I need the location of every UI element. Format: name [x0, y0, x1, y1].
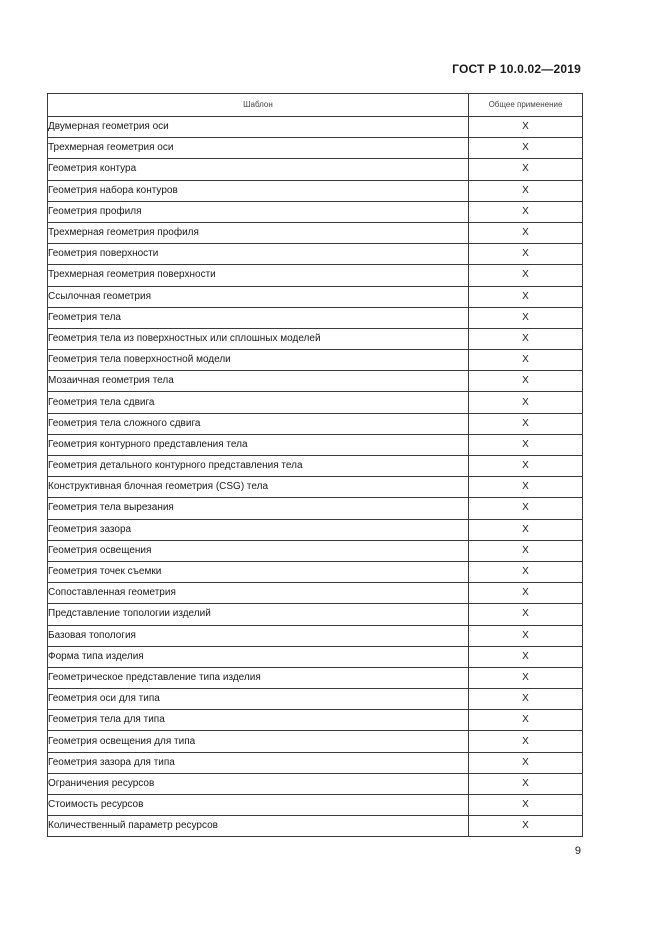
row-general-use-mark: X: [469, 456, 583, 477]
row-general-use-mark: X: [469, 498, 583, 519]
row-general-use-mark: X: [469, 434, 583, 455]
table-row: [48, 328, 583, 349]
row-general-use-mark: X: [469, 816, 583, 837]
row-general-use-mark: X: [469, 328, 583, 349]
row-general-use-mark: X: [469, 371, 583, 392]
table-row: [48, 138, 583, 159]
table-row: [48, 477, 583, 498]
row-general-use-mark: X: [469, 350, 583, 371]
table-row: [48, 604, 583, 625]
row-template-name: Геометрия точек съемки: [48, 561, 469, 582]
row-template-name: Геометрия освещения для типа: [48, 731, 469, 752]
row-template-name: Мозаичная геометрия тела: [48, 371, 469, 392]
column-header-template: Шаблон: [48, 94, 469, 117]
column-header-general-use: Общее применение: [469, 94, 583, 117]
table-row: [48, 244, 583, 265]
table-header-row: [48, 94, 583, 117]
row-general-use-mark: X: [469, 667, 583, 688]
table-row: [48, 540, 583, 561]
row-template-name: Геометрия контурного представления тела: [48, 434, 469, 455]
row-general-use-mark: X: [469, 795, 583, 816]
row-general-use-mark: X: [469, 773, 583, 794]
table-row: [48, 795, 583, 816]
row-general-use-mark: X: [469, 604, 583, 625]
row-general-use-mark: X: [469, 307, 583, 328]
row-general-use-mark: X: [469, 625, 583, 646]
table-row: [48, 265, 583, 286]
row-template-name: Геометрическое представление типа изделия: [48, 667, 469, 688]
row-template-name: Ограничения ресурсов: [48, 773, 469, 794]
row-general-use-mark: X: [469, 731, 583, 752]
table-row: [48, 773, 583, 794]
row-template-name: Геометрия профиля: [48, 201, 469, 222]
table-row: [48, 816, 583, 837]
row-template-name: Геометрия детального контурного представления тела: [48, 456, 469, 477]
row-template-name: Базовая топология: [48, 625, 469, 646]
row-template-name: Геометрия тела сложного сдвига: [48, 413, 469, 434]
table-row: [48, 456, 583, 477]
row-template-name: Геометрия тела вырезания: [48, 498, 469, 519]
row-template-name: Геометрия тела: [48, 307, 469, 328]
table-row: [48, 307, 583, 328]
row-general-use-mark: X: [469, 392, 583, 413]
table-row: [48, 625, 583, 646]
template-table: [47, 93, 583, 837]
row-general-use-mark: X: [469, 117, 583, 138]
table-row: [48, 201, 583, 222]
row-template-name: Стоимость ресурсов: [48, 795, 469, 816]
row-template-name: Двумерная геометрия оси: [48, 117, 469, 138]
table-row: [48, 222, 583, 243]
table-row: [48, 583, 583, 604]
table-row: [48, 371, 583, 392]
row-template-name: Геометрия набора контуров: [48, 180, 469, 201]
row-general-use-mark: X: [469, 286, 583, 307]
row-general-use-mark: X: [469, 752, 583, 773]
table-row: [48, 159, 583, 180]
table-row: [48, 498, 583, 519]
row-general-use-mark: X: [469, 180, 583, 201]
row-general-use-mark: X: [469, 540, 583, 561]
table-row: [48, 752, 583, 773]
row-template-name: Представление топологии изделий: [48, 604, 469, 625]
table-row: [48, 731, 583, 752]
row-template-name: Трехмерная геометрия профиля: [48, 222, 469, 243]
row-template-name: Геометрия зазора: [48, 519, 469, 540]
row-general-use-mark: X: [469, 477, 583, 498]
row-template-name: Геометрия оси для типа: [48, 689, 469, 710]
table-row: [48, 286, 583, 307]
row-general-use-mark: X: [469, 265, 583, 286]
row-general-use-mark: X: [469, 710, 583, 731]
row-general-use-mark: X: [469, 413, 583, 434]
row-template-name: Конструктивная блочная геометрия (CSG) тела: [48, 477, 469, 498]
table-row: [48, 561, 583, 582]
row-template-name: Геометрия тела для типа: [48, 710, 469, 731]
table-row: [48, 180, 583, 201]
row-template-name: Геометрия освещения: [48, 540, 469, 561]
row-template-name: Геометрия поверхности: [48, 244, 469, 265]
table-row: [48, 392, 583, 413]
table-row: [48, 519, 583, 540]
page-number: 9: [574, 845, 581, 857]
table-row: [48, 646, 583, 667]
row-template-name: Геометрия тела из поверхностных или сплошных моделей: [48, 328, 469, 349]
row-general-use-mark: X: [469, 561, 583, 582]
row-general-use-mark: X: [469, 244, 583, 265]
row-general-use-mark: X: [469, 689, 583, 710]
table-row: [48, 667, 583, 688]
row-general-use-mark: X: [469, 138, 583, 159]
row-template-name: Количественный параметр ресурсов: [48, 816, 469, 837]
row-template-name: Геометрия тела поверхностной модели: [48, 350, 469, 371]
row-template-name: Форма типа изделия: [48, 646, 469, 667]
row-template-name: Трехмерная геометрия поверхности: [48, 265, 469, 286]
row-template-name: Геометрия зазора для типа: [48, 752, 469, 773]
table-row: [48, 710, 583, 731]
table-row: [48, 117, 583, 138]
row-general-use-mark: X: [469, 583, 583, 604]
row-general-use-mark: X: [469, 222, 583, 243]
table-row: [48, 350, 583, 371]
table-row: [48, 413, 583, 434]
row-template-name: Ссылочная геометрия: [48, 286, 469, 307]
row-general-use-mark: X: [469, 646, 583, 667]
row-general-use-mark: X: [469, 519, 583, 540]
document-code: ГОСТ Р 10.0.02—2019: [452, 62, 581, 76]
table-body: [48, 117, 583, 837]
row-template-name: Сопоставленная геометрия: [48, 583, 469, 604]
table-row: [48, 434, 583, 455]
table-row: [48, 689, 583, 710]
row-general-use-mark: X: [469, 201, 583, 222]
row-template-name: Трехмерная геометрия оси: [48, 138, 469, 159]
row-template-name: Геометрия контура: [48, 159, 469, 180]
row-template-name: Геометрия тела сдвига: [48, 392, 469, 413]
row-general-use-mark: X: [469, 159, 583, 180]
